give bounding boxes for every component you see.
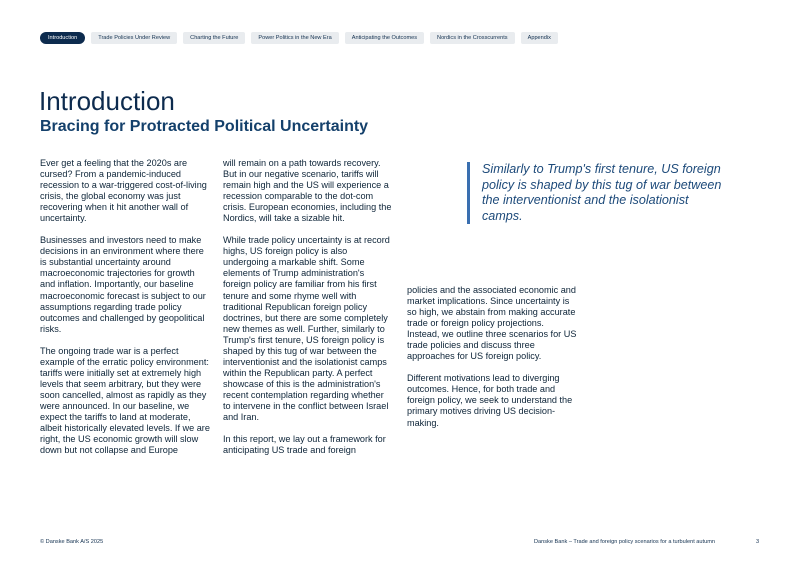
footer-copyright: © Danske Bank A/S 2025 bbox=[40, 539, 104, 545]
footer-report-title: Danske Bank – Trade and foreign policy scenarios for a turbulent autumn bbox=[534, 539, 715, 545]
body-column-3 bbox=[407, 285, 577, 440]
tab-appendix[interactable]: Appendix bbox=[521, 32, 558, 44]
body-column-2 bbox=[223, 158, 393, 467]
tab-charting-future[interactable]: Charting the Future bbox=[183, 32, 245, 44]
paragraph: In this report, we lay out a framework for anticipating US trade and foreign bbox=[223, 434, 386, 456]
pull-quote: Similarly to Trump's first tenure, US foreign policy is shaped by this tug of war between the interventionist and the isolationist camps. bbox=[467, 162, 722, 224]
paragraph: will remain on a path towards recovery. But in our negative scenario, tariffs will remain high and the US will experience a recession comparable to the dot-com crisis. European economies, including the Nordics, will take a sizable hit. bbox=[223, 158, 392, 224]
page-number: 3 bbox=[756, 539, 760, 545]
body-column-1 bbox=[40, 158, 210, 467]
tab-trade-policies[interactable]: Trade Policies Under Review bbox=[91, 32, 177, 44]
paragraph: While trade policy uncertainty is at record highs, US foreign policy is also undergoing a markable shift. Some elements of Trump administration's foreign policy are familiar from his first tenure and some rhyme well with traditional Republican foreign policy doctrines, but there are some completely new themes as well. Further, similarly to Trump's first tenure, US foreign policy is shaped by this tug of war between the interventionist and the isolationist camps within the Republican party. A perfect showcase of this is the administration's recent contemplation regarding whether to intervene in the conflict between Israel and Iran. bbox=[223, 235, 390, 423]
paragraph: Businesses and investors need to make decisions in an environment where there is substantial uncertainty around macroeconomic trajectories for growth and inflation. Importantly, our baseline macroeconomic forecast is subject to our assumptions regarding trade policy outcomes and challenged by geopolitical risks. bbox=[40, 235, 206, 334]
section-nav bbox=[40, 32, 558, 44]
paragraph: The ongoing trade war is a perfect example of the erratic policy environment: tariffs were initially set at extremely high levels that seem arbitrary, but they were soon cancelled, almost as rapidly as they were announced. In our baseline, we expect the tariffs to land at moderate, albeit historically elevated levels. If we are right, the US economic growth will slow down but not collapse and Europe bbox=[40, 345, 210, 456]
tab-nordics[interactable]: Nordics in the Crosscurrents bbox=[430, 32, 515, 44]
paragraph: Ever get a feeling that the 2020s are cursed? From a pandemic-induced recession to a war-triggered cost-of-living crisis, the global economy was just recovering when it hit another wall of uncertainty. bbox=[40, 158, 207, 224]
tab-introduction[interactable]: Introduction bbox=[40, 32, 85, 44]
paragraph: Different motivations lead to diverging outcomes. Hence, for both trade and foreign policy, we seek to understand the primary motives driving US decision-making. bbox=[407, 373, 573, 428]
paragraph: policies and the associated economic and market implications. Since uncertainty is so high, we abstain from making accurate trade or foreign policy projections. Instead, we outline three scenarios for US trade policies and discuss three approaches for US foreign policy. bbox=[407, 285, 577, 362]
page-subtitle: Bracing for Protracted Political Uncertainty bbox=[40, 118, 369, 135]
tab-power-politics[interactable]: Power Politics in the New Era bbox=[251, 32, 338, 44]
tab-anticipating-outcomes[interactable]: Anticipating the Outcomes bbox=[345, 32, 424, 44]
page-title: Introduction bbox=[39, 86, 175, 116]
